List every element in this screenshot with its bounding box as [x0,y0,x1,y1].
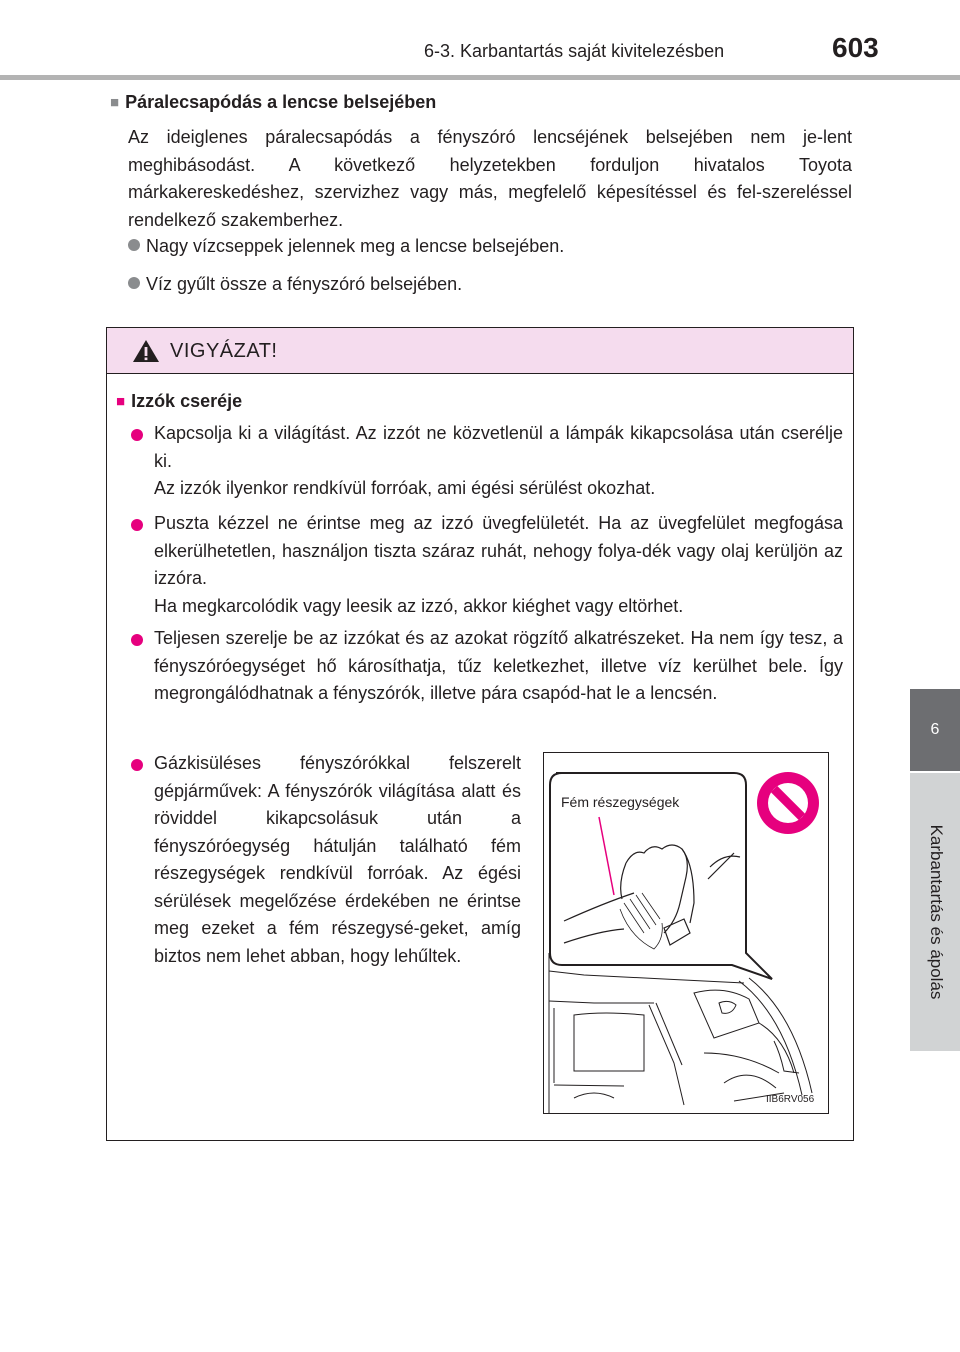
caution-box [106,327,854,1141]
caution-header [107,328,853,374]
chapter-label: Karbantartás és ápolás [927,824,946,1000]
caution-item [131,420,843,503]
list-item [128,236,564,257]
headlight-illustration [543,752,829,1114]
bullet-dot-icon [131,759,143,771]
section-heading-text: Páralecsapódás a lencse belsejében [125,92,437,112]
list-item [128,274,462,295]
caution-item-text: Kapcsolja ki a világítást. Az izzót ne közvetlenül a lámpák kikapcsolása után cserélje ki. [154,423,843,471]
caution-item-text: Ha megkarcolódik vagy leesik az izzó, akkor kiéghet vagy eltörhet. [154,595,684,616]
bullet-dot-icon [131,429,143,441]
figure-code: IIB6RV056 [766,1094,815,1105]
bullet-dot-icon [131,519,143,531]
square-marker-icon: ■ [116,393,126,410]
caution-item [131,510,843,620]
header-rule [0,75,960,80]
caution-subheading-text: Izzók cseréje [131,391,243,411]
list-item-text: Nagy vízcseppek jelennek meg a lencse belsejében. [146,236,565,256]
bullet-dot-icon [128,239,140,251]
warning-triangle-icon [132,339,160,363]
caution-item-text: Az izzók ilyenkor rendkívül forróak, ami égési sérülést okozhat. [154,478,656,498]
figure-callout-label: Fém részegységek [561,794,680,810]
running-header-title: 6-3. Karbantartás saját kivitelezésben [424,41,725,61]
caution-item-text: Gázkisüléses fényszórókkal felszerelt gépjárművek: A fényszórók világítása alatt és röviddel kikapcsolásuk után a fényszóróegység hátulján található fém részegységek rendkívül forróak. Az égési sérülések megelőzése érdekében ne érintse meg ezeket a fém részegysé-geket, amíg biztos nem lehet abban, hogy lehűltek. [154,753,521,966]
bullet-dot-icon [128,277,140,289]
section-heading [110,92,436,113]
caution-title: VIGYÁZAT! [170,340,278,362]
caution-subheading [116,391,242,412]
square-marker-icon: ■ [110,94,120,111]
caution-item-text: Teljesen szerelje be az izzókat és az azokat rögzítő alkatrészeket. Ha nem így tesz, a fényszóróegységet hő károsíthatja, tűz keletkezhet, illetve víz kerülhet bele. Így megrongálódhatnak a fényszórók, illetve pára csapód-hat le a lencsén. [154,628,843,703]
list-item-text: Víz gyűlt össze a fényszóró belsejében. [146,274,463,294]
caution-item-text: Puszta kézzel ne érintse meg az izzó üvegfelületét. Ha az üvegfelület megfogása elkerülhetetlen, használjon tiszta száraz ruhát, nehogy folya-dék vagy olaj kerüljön az izzóra. [154,513,843,588]
page-number: 603 [832,32,879,63]
caution-item [131,625,843,708]
chapter-number-tab: 6 [910,689,960,771]
prohibition-icon [757,772,819,834]
caution-item [131,750,521,970]
bullet-dot-icon [131,634,143,646]
section-paragraph: Az ideiglenes páralecsapódás a fényszóró lencséjének belsejében nem je-lent meghibásodást. A következő helyzetekben forduljon hivatalos Toyota márkakereskedéshez, szervizhez vagy más, megfelelő képesítéssel és fel-szereléssel rendelkező szakemberhez. [128,127,852,230]
